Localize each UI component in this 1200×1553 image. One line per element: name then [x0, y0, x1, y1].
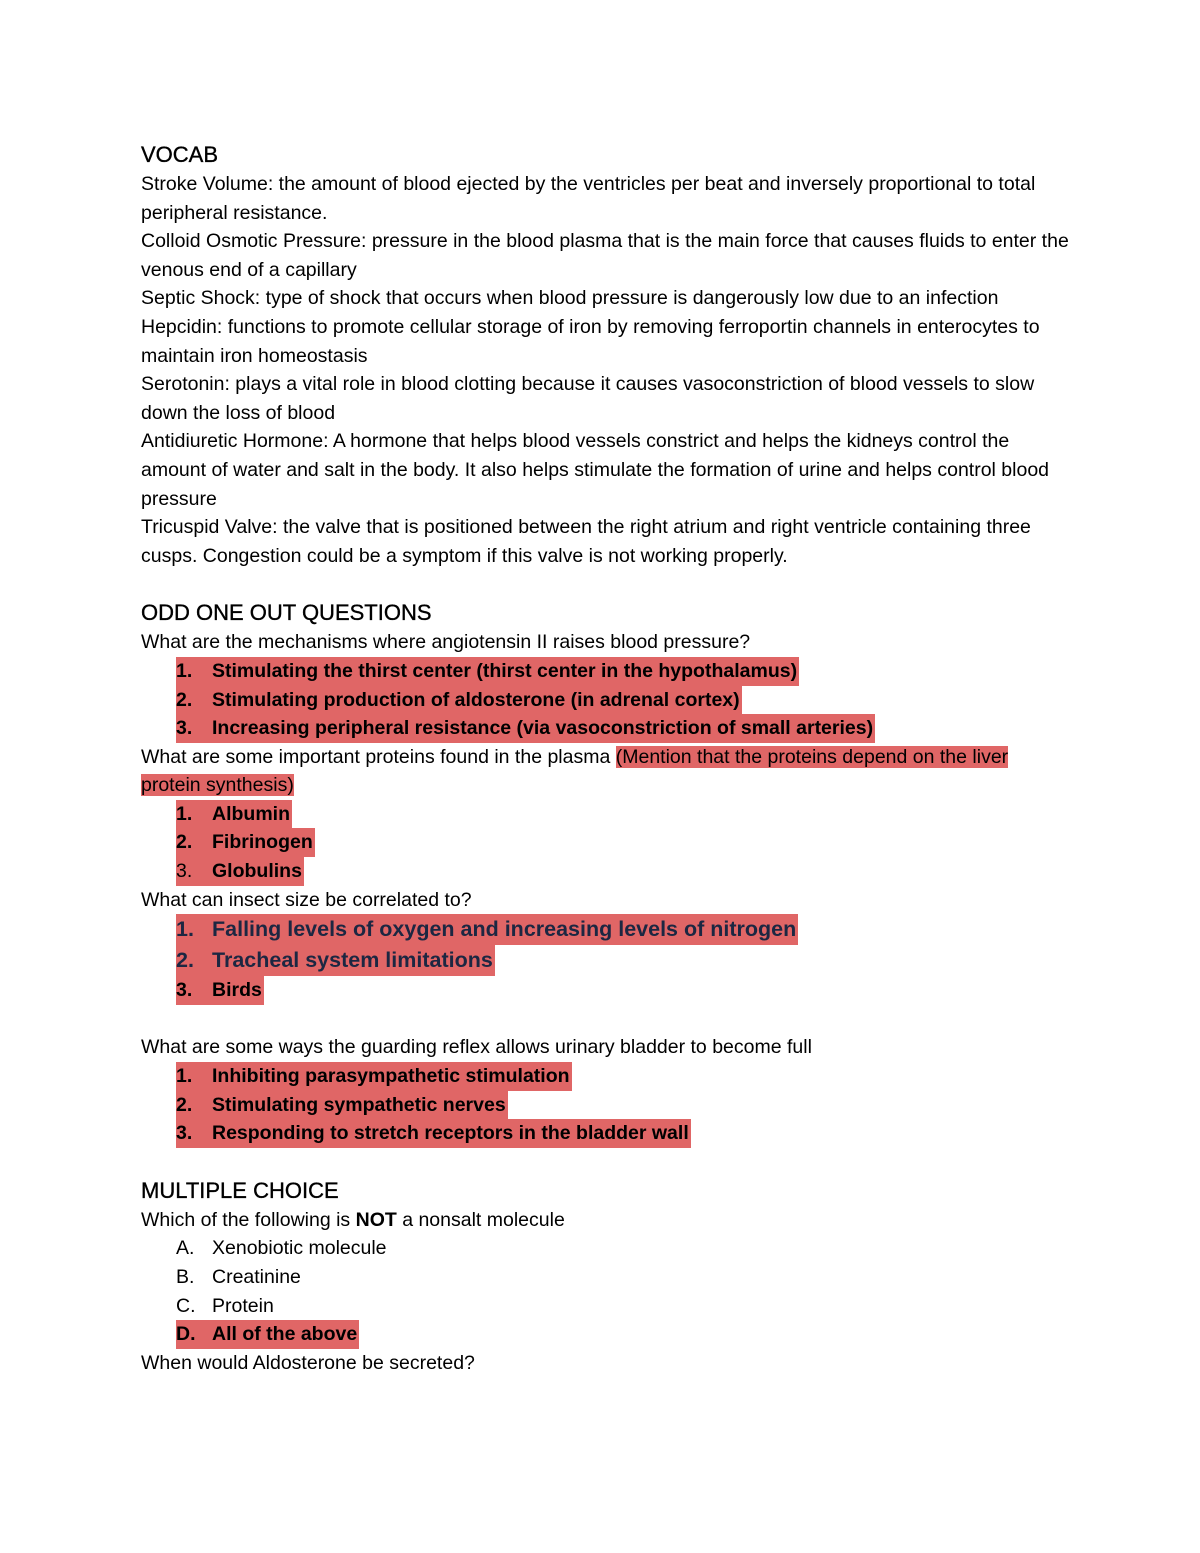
list-item: 2. Tracheal system limitations: [176, 945, 1071, 976]
list-item: 1. Albumin: [176, 800, 1071, 829]
list-item: 3. Globulins: [176, 857, 1071, 886]
vocab-entry-antidiuretic-hormone: Antidiuretic Hormone: A hormone that helps blood vessels constrict and helps the kidneys control the amount of water and salt in the body. It also helps stimulate the formation of urine and helps control blood pressure: [141, 430, 1050, 510]
option-a: A. Xenobiotic molecule: [176, 1237, 387, 1260]
option-c: C. Protein: [176, 1294, 274, 1317]
emphasis-not: NOT: [355, 1208, 397, 1231]
list-item: 1. Stimulating the thirst center (thirst center in the hypothalamus): [176, 657, 1071, 686]
spacer: [141, 1005, 1071, 1034]
option-list-nonsalt: [141, 1234, 1071, 1348]
vocab-entry-tricuspid-valve: Tricuspid Valve: the valve that is positioned between the right atrium and right ventricle containing three cusps. Congestion could be a symptom if this valve is not working properly.: [141, 516, 1031, 567]
multiple-choice-heading: MULTIPLE CHOICE: [141, 1177, 339, 1203]
question-insect-size: What can insect size be correlated to?: [141, 888, 472, 911]
vocab-entry-hepcidin: Hepcidin: functions to promote cellular storage of iron by removing ferroportin channels in enterocytes to maintain iron homeostasis: [141, 315, 1040, 367]
list-item: 2. Fibrinogen: [176, 828, 1071, 857]
question-guarding-reflex: What are some ways the guarding reflex allows urinary bladder to become full: [141, 1036, 812, 1059]
vocab-entry-stroke-volume: Stroke Volume: the amount of blood ejected by the ventricles per beat and inversely proportional to total peripheral resistance.: [141, 173, 1036, 224]
answer-list-guarding-reflex: [141, 1062, 1071, 1148]
answer-list-plasma-proteins: [141, 800, 1071, 886]
list-item: 1. Inhibiting parasympathetic stimulation: [176, 1062, 1071, 1091]
vocab-entry-colloid-osmotic-pressure: Colloid Osmotic Pressure: pressure in the blood plasma that is the main force that causes fluids to enter the venous end of a capillary: [141, 230, 1069, 281]
question-nonsalt-molecule: Which of the following is NOT a nonsalt molecule: [141, 1208, 565, 1231]
document-page: [141, 140, 1071, 1377]
answer-list-insect-size: [141, 914, 1071, 1005]
list-item: 3. Birds: [176, 976, 1071, 1005]
list-item: 1. Falling levels of oxygen and increasing levels of nitrogen: [176, 914, 1071, 945]
list-item: 2. Stimulating production of aldosterone (in adrenal cortex): [176, 686, 1071, 715]
answer-list-angiotensin: [141, 657, 1071, 743]
option-d: D. All of the above: [176, 1320, 1071, 1349]
section-spacer: [141, 570, 1071, 598]
list-item: 2. Stimulating sympathetic nerves: [176, 1091, 1071, 1120]
vocab-entry-serotonin: Serotonin: plays a vital role in blood clotting because it causes vasoconstriction of blood vessels to slow down the loss of blood: [141, 373, 1035, 424]
question-angiotensin: What are the mechanisms where angiotensin II raises blood pressure?: [141, 631, 751, 654]
question-aldosterone: When would Aldosterone be secreted?: [141, 1351, 475, 1374]
section-spacer: [141, 1148, 1071, 1176]
odd-one-out-heading: ODD ONE OUT QUESTIONS: [141, 600, 432, 626]
question-plasma-proteins: What are some important proteins found in the plasma (Mention that the proteins depend on the liver protein synthesis): [141, 745, 1009, 797]
vocab-entry-septic-shock: Septic Shock: type of shock that occurs when blood pressure is dangerously low due to an infection: [141, 287, 999, 310]
question-note: (Mention that the proteins depend on the liver protein synthesis): [141, 745, 1009, 797]
option-b: B. Creatinine: [176, 1266, 301, 1288]
list-item: 3. Responding to stretch receptors in the bladder wall: [176, 1119, 1071, 1148]
list-item: 3. Increasing peripheral resistance (via vasoconstriction of small arteries): [176, 714, 1071, 743]
vocab-heading: VOCAB: [141, 142, 219, 167]
